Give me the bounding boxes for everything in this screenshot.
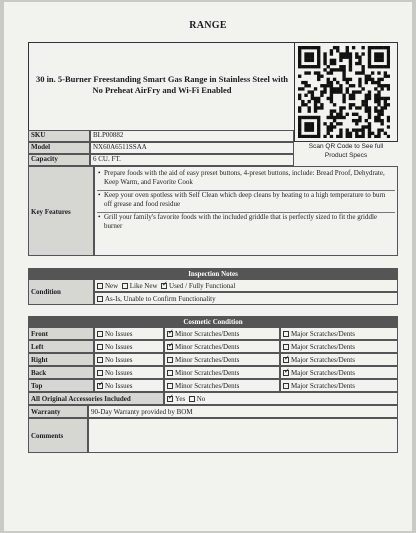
- checkbox[interactable]: [97, 370, 103, 376]
- cosmetic-option-cell: [164, 327, 280, 340]
- qr-code-icon: [298, 46, 390, 138]
- cosmetic-option-label: No Issues: [105, 356, 133, 364]
- cosmetic-row-label: Left: [28, 340, 94, 353]
- cosmetic-option-cell: [280, 366, 398, 379]
- checkbox[interactable]: [167, 383, 173, 389]
- cosmetic-option-cell: [164, 340, 280, 353]
- cosmetic-option-label: Major Scratches/Dents: [291, 330, 355, 338]
- header-divider: [294, 42, 295, 142]
- page-title: RANGE: [189, 20, 227, 31]
- checkbox[interactable]: [189, 396, 195, 402]
- option-new: New: [105, 282, 119, 290]
- feature-item: • Grill your family's favorite foods with the included griddle that is perfectly sized to fit the griddle burner: [97, 212, 395, 233]
- checkbox[interactable]: [283, 344, 289, 350]
- checkbox-checked[interactable]: [161, 283, 167, 289]
- checkbox[interactable]: [97, 344, 103, 350]
- accessories-yes: Yes: [175, 395, 186, 403]
- accessories-label: All Original Accessories Included: [28, 392, 164, 405]
- inspection-sheet: [4, 2, 412, 531]
- cosmetic-option-label: Major Scratches/Dents: [291, 382, 355, 390]
- checkbox[interactable]: [283, 383, 289, 389]
- condition-row-1: [94, 279, 398, 292]
- cosmetic-option-label: Minor Scratches/Dents: [175, 382, 240, 390]
- cosmetic-option-label: Minor Scratches/Dents: [175, 369, 240, 377]
- cosmetic-option-cell: [164, 353, 280, 366]
- cosmetic-option-label: Minor Scratches/Dents: [175, 356, 240, 364]
- cosmetic-option-label: No Issues: [105, 343, 133, 351]
- cosmetic-option-cell: [94, 366, 164, 379]
- condition-label: Condition: [28, 279, 94, 305]
- checkbox[interactable]: [97, 331, 103, 337]
- checkbox[interactable]: [97, 283, 103, 289]
- cosmetic-option-label: Minor Scratches/Dents: [175, 330, 240, 338]
- inspection-heading: Inspection Notes: [28, 268, 398, 279]
- option-like-new: Like New: [129, 282, 158, 290]
- checkbox-checked[interactable]: [283, 357, 289, 363]
- qr-note-line-1: Scan QR Code to See full: [308, 143, 384, 150]
- checkbox[interactable]: [283, 331, 289, 337]
- checkbox-checked[interactable]: [283, 370, 289, 376]
- model-value: NX60A6511SSAA: [90, 142, 294, 154]
- cosmetic-row-label: Right: [28, 353, 94, 366]
- accessories-no: No: [196, 395, 206, 403]
- option-used: Used / Fully Functional: [169, 282, 236, 290]
- cosmetic-option-cell: [164, 366, 280, 379]
- cosmetic-option-cell: [164, 379, 280, 392]
- checkbox[interactable]: [122, 283, 128, 289]
- cosmetic-row-label: Front: [28, 327, 94, 340]
- cosmetic-option-label: Major Scratches/Dents: [291, 356, 355, 364]
- cosmetic-option-label: Major Scratches/Dents: [291, 343, 355, 351]
- cosmetic-option-label: Major Scratches/Dents: [291, 369, 355, 377]
- warranty-value: 90-Day Warranty provided by BOM: [88, 405, 398, 418]
- checkbox[interactable]: [167, 357, 173, 363]
- checkbox-checked[interactable]: [97, 383, 103, 389]
- cosmetic-option-label: Minor Scratches/Dents: [175, 343, 240, 351]
- condition-row-2: [94, 292, 398, 305]
- checkbox-checked[interactable]: [167, 331, 173, 337]
- comments-field[interactable]: [88, 418, 398, 453]
- comments-label: Comments: [28, 418, 88, 453]
- feature-item: • Prepare foods with the aid of easy preset buttons, 4-preset buttons, include: Bread Proof, Dehydrate, Keep Warm, and Favorite Cook: [97, 169, 395, 189]
- warranty-label: Warranty: [28, 405, 88, 418]
- cosmetic-option-label: No Issues: [105, 369, 133, 377]
- sku-value: BLP00882: [90, 130, 294, 142]
- cosmetic-option-cell: [280, 353, 398, 366]
- cosmetic-option-cell: [94, 379, 164, 392]
- feature-item: • Keep your oven spotless with Self Clean which deep cleans by heating to a high temperature to burn off grease and food residue: [97, 190, 395, 211]
- capacity-value: 6 CU. FT.: [90, 154, 294, 166]
- cosmetic-option-cell: [94, 340, 164, 353]
- cosmetic-option-cell: [94, 353, 164, 366]
- cosmetic-option-cell: [280, 340, 398, 353]
- cosmetic-option-cell: [280, 379, 398, 392]
- cosmetic-heading: Cosmetic Condition: [28, 316, 398, 327]
- checkbox-checked[interactable]: [167, 344, 173, 350]
- checkbox-checked[interactable]: [167, 396, 173, 402]
- cosmetic-option-label: No Issues: [105, 330, 133, 338]
- product-title: 30 in. 5-Burner Freestanding Smart Gas Range in Stainless Steel with No Preheat AirFry and Wi-Fi Enabled: [35, 74, 289, 95]
- checkbox[interactable]: [97, 357, 103, 363]
- sku-label: SKU: [28, 130, 90, 142]
- accessories-value: [164, 392, 398, 405]
- cosmetic-option-cell: [280, 327, 398, 340]
- cosmetic-option-label: No Issues: [105, 382, 133, 390]
- option-as-is: As-Is, Unable to Confirm Functionality: [105, 295, 216, 303]
- capacity-label: Capacity: [28, 154, 90, 166]
- checkbox[interactable]: [167, 370, 173, 376]
- qr-note: [294, 142, 398, 160]
- checkbox[interactable]: [97, 296, 103, 302]
- model-label: Model: [28, 142, 90, 154]
- cosmetic-row-label: Top: [28, 379, 94, 392]
- cosmetic-row-label: Back: [28, 366, 94, 379]
- key-features-list: [94, 166, 398, 256]
- cosmetic-option-cell: [94, 327, 164, 340]
- key-features-label: Key Features: [28, 166, 94, 256]
- qr-note-line-2: Product Specs: [324, 152, 368, 159]
